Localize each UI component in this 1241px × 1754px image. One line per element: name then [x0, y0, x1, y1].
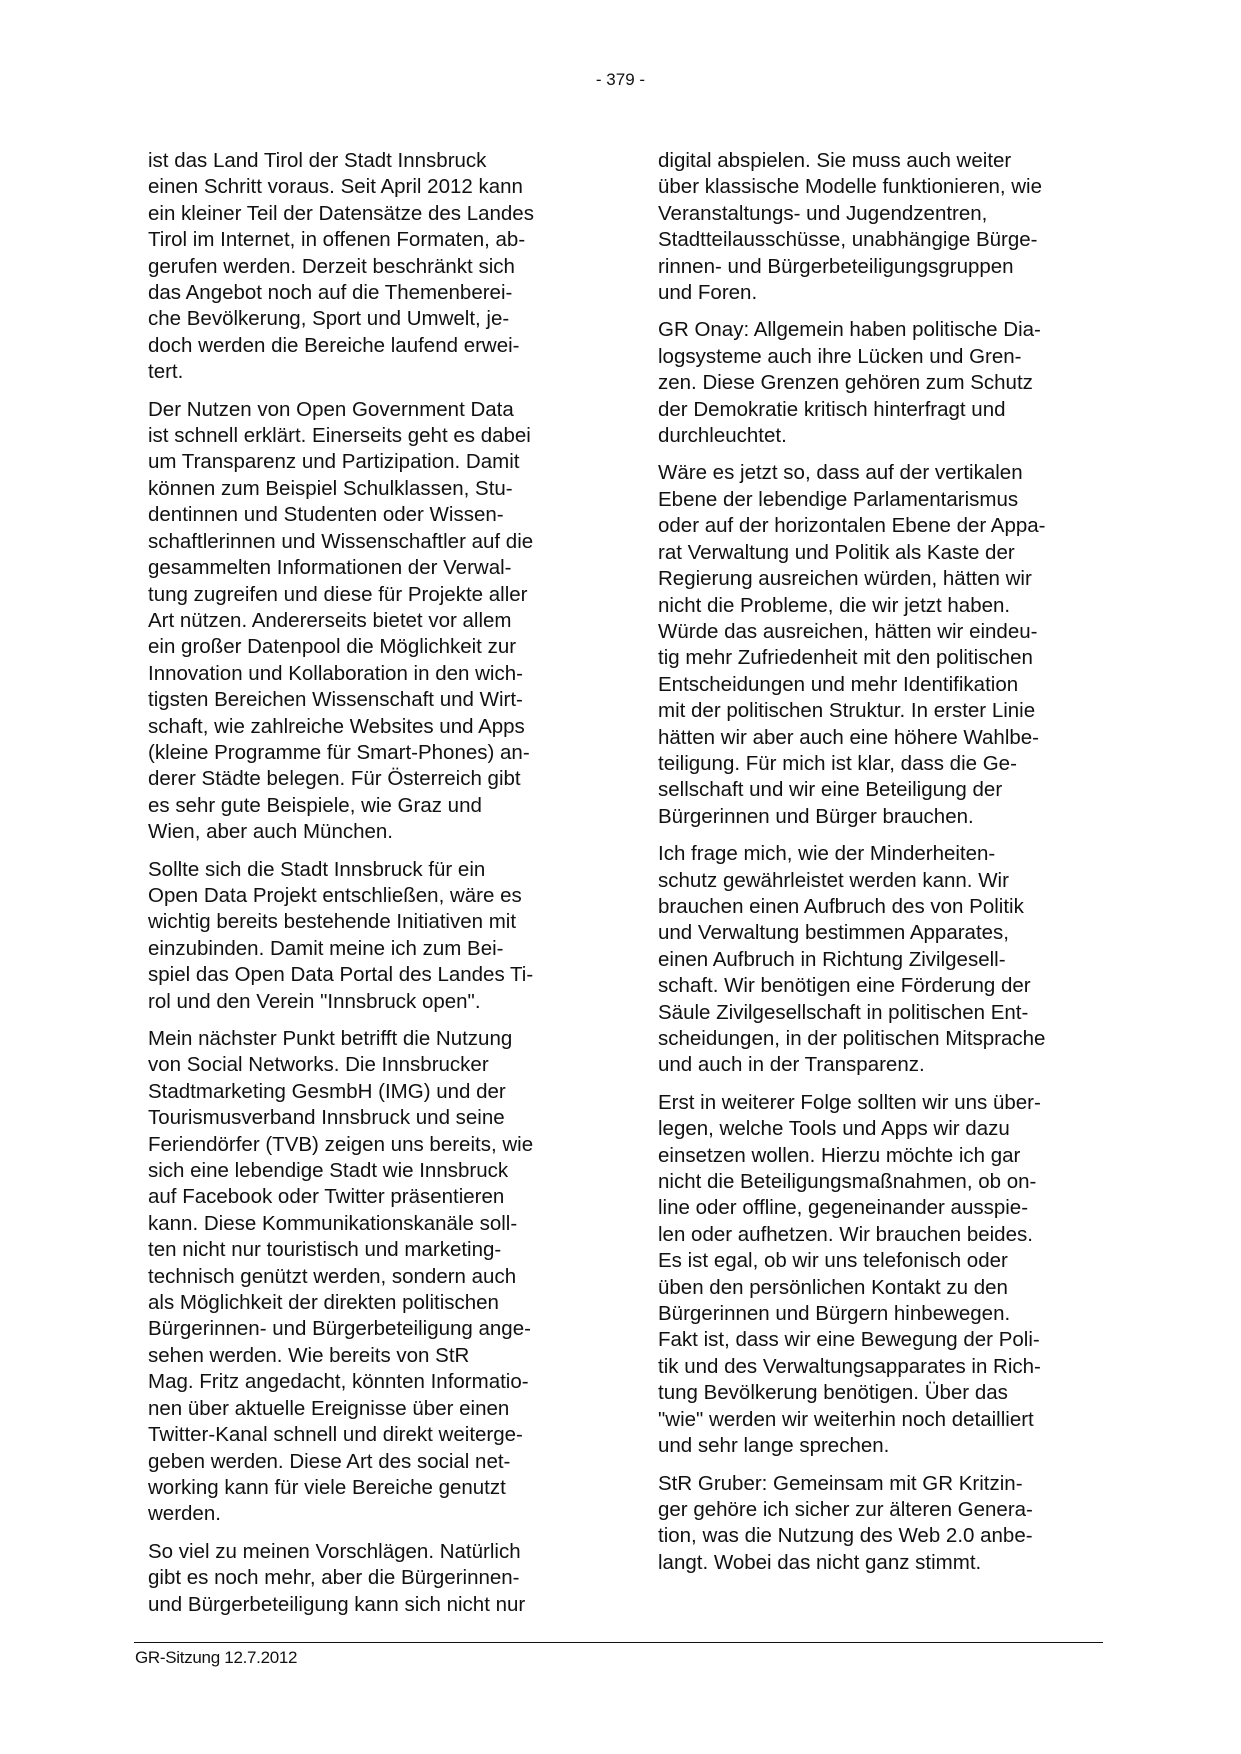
paragraph	[148, 397, 588, 846]
text-line: schaft. Wir benötigen eine Förderung der	[658, 974, 1031, 998]
text-line: Sollte sich die Stadt Innsbruck für ein	[148, 857, 486, 881]
text-line: Tirol im Internet, in offenen Formaten, ab-	[148, 228, 526, 252]
text-line: Bürgerinnen und Bürger brauchen.	[658, 804, 974, 828]
text-line: teiligung. Für mich ist klar, dass die Ge-	[658, 751, 1017, 775]
text-line: Stadtmarketing GesmbH (IMG) und der	[148, 1079, 506, 1103]
text-line: rat Verwaltung und Politik als Kaste der	[658, 540, 1015, 564]
text-line: rol und den Verein "Innsbruck open".	[148, 989, 481, 1013]
text-line: "wie" werden wir weiterhin noch detailliert	[658, 1407, 1034, 1431]
text-line: Twitter-Kanal schnell und direkt weiterge-	[148, 1423, 523, 1447]
text-line: ein großer Datenpool die Möglichkeit zur	[148, 635, 517, 659]
text-line: Entscheidungen und mehr Identifikation	[658, 672, 1019, 696]
text-line: Tourismusverband Innsbruck und seine	[148, 1106, 505, 1130]
right-column	[658, 148, 1098, 1587]
text-line: schutz gewährleistet werden kann. Wir	[658, 868, 1009, 892]
text-line: Stadtteilausschüsse, unabhängige Bürge-	[658, 228, 1038, 252]
text-line: mit der politischen Struktur. In erster Linie	[658, 699, 1036, 723]
paragraph	[658, 148, 1098, 306]
text-line: Ebene der lebendige Parlamentarismus	[658, 487, 1019, 511]
text-line: len oder aufhetzen. Wir brauchen beides.	[658, 1222, 1033, 1246]
text-line: tik und des Verwaltungsapparates in Rich-	[658, 1354, 1041, 1378]
text-line: schaft, wie zahlreiche Websites und Apps	[148, 714, 525, 738]
text-line: und Foren.	[658, 281, 758, 305]
text-line: Innovation und Kollaboration in den wich-	[148, 661, 523, 685]
text-line: und auch in der Transparenz.	[658, 1053, 925, 1077]
text-line: tung zugreifen und diese für Projekte aller	[148, 582, 528, 606]
text-line: üben den persönlichen Kontakt zu den	[658, 1275, 1008, 1299]
text-line: technisch genützt werden, sondern auch	[148, 1264, 517, 1288]
text-line: working kann für viele Bereiche genutzt	[148, 1475, 506, 1499]
text-line: und sehr lange sprechen.	[658, 1434, 890, 1458]
text-line: derer Städte belegen. Für Österreich gibt	[148, 767, 521, 791]
text-line: doch werden die Bereiche laufend erwei-	[148, 333, 520, 357]
text-line: gerufen werden. Derzeit beschränkt sich	[148, 254, 515, 278]
paragraph	[658, 460, 1098, 830]
text-line: spiel das Open Data Portal des Landes Ti-	[148, 963, 534, 987]
text-line: Bürgerinnen und Bürgern hinbewegen.	[658, 1302, 1011, 1326]
text-line: ten nicht nur touristisch und marketing-	[148, 1238, 502, 1262]
text-line: tion, was die Nutzung des Web 2.0 anbe-	[658, 1524, 1033, 1548]
text-line: und Verwaltung bestimmen Apparates,	[658, 921, 1009, 945]
text-line: Wäre es jetzt so, dass auf der vertikalen	[658, 461, 1023, 485]
text-line: Säule Zivilgesellschaft in politischen Ent-	[658, 1000, 1029, 1024]
text-line: gesammelten Informationen der Verwal-	[148, 556, 512, 580]
text-line: Wien, aber auch München.	[148, 820, 393, 844]
text-line: einsetzen wollen. Hierzu möchte ich gar	[658, 1143, 1021, 1167]
text-line: ist schnell erklärt. Einerseits geht es dabei	[148, 424, 531, 448]
text-line: StR Gruber: Gemeinsam mit GR Kritzin-	[658, 1471, 1023, 1495]
text-line: um Transparenz und Partizipation. Damit	[148, 450, 520, 474]
text-line: sehen werden. Wie bereits von StR	[148, 1343, 470, 1367]
text-line: scheidungen, in der politischen Mitsprache	[658, 1027, 1046, 1050]
text-line: Art nützen. Andererseits bietet vor allem	[148, 608, 512, 632]
text-line: nen über aktuelle Ereignisse über einen	[148, 1396, 510, 1420]
paragraph	[658, 1471, 1098, 1577]
text-line: Veranstaltungs- und Jugendzentren,	[658, 201, 988, 225]
text-line: zen. Diese Grenzen gehören zum Schutz	[658, 371, 1033, 395]
text-line: Der Nutzen von Open Government Data	[148, 397, 514, 421]
text-line: digital abspielen. Sie muss auch weiter	[658, 149, 1012, 172]
paragraph	[658, 1090, 1098, 1460]
text-line: logsysteme auch ihre Lücken und Gren-	[658, 344, 1022, 368]
text-line: wichtig bereits bestehende Initiativen mit	[148, 910, 517, 934]
text-line: Mein nächster Punkt betrifft die Nutzung	[148, 1027, 513, 1050]
text-line: Fakt ist, dass wir eine Bewegung der Poli-	[658, 1328, 1040, 1352]
text-line: von Social Networks. Die Innsbrucker	[148, 1053, 489, 1077]
text-line: Bürgerinnen- und Bürgerbeteiligung ange-	[148, 1317, 531, 1341]
text-line: ein kleiner Teil der Datensätze des Landes	[148, 201, 534, 225]
text-line: tung Bevölkerung benötigen. Über das	[658, 1381, 1008, 1405]
text-line: schaftlerinnen und Wissenschaftler auf die	[148, 529, 534, 553]
text-line: ist das Land Tirol der Stadt Innsbruck	[148, 149, 487, 172]
text-line: nicht die Beteiligungsmaßnahmen, ob on-	[658, 1170, 1037, 1194]
footer-session-date: GR-Sitzung 12.7.2012	[135, 1648, 298, 1667]
text-line: auf Facebook oder Twitter präsentieren	[148, 1185, 505, 1209]
text-line: oder auf der horizontalen Ebene der Appa-	[658, 514, 1046, 538]
paragraph	[658, 317, 1098, 449]
paragraph	[148, 857, 588, 1015]
text-line: einen Aufbruch in Richtung Zivilgesell-	[658, 947, 1006, 971]
text-line: sich eine lebendige Stadt wie Innsbruck	[148, 1159, 509, 1183]
text-line: langt. Wobei das nicht ganz stimmt.	[658, 1550, 982, 1574]
text-line: brauchen einen Aufbruch des von Politik	[658, 894, 1024, 918]
text-line: Ich frage mich, wie der Minderheiten-	[658, 842, 996, 866]
text-line: das Angebot noch auf die Themenberei-	[148, 281, 513, 305]
footer-divider	[134, 1642, 1103, 1643]
text-line: line oder offline, gegeneinander ausspie-	[658, 1196, 1029, 1220]
text-line: gibt es noch mehr, aber die Bürgerinnen-	[148, 1566, 520, 1590]
text-line: Erst in weiterer Folge sollten wir uns über-	[658, 1090, 1041, 1114]
text-line: über klassische Modelle funktionieren, wie	[658, 175, 1043, 199]
text-line: dentinnen und Studenten oder Wissen-	[148, 503, 504, 527]
text-line: sellschaft und wir eine Beteiligung der	[658, 778, 1003, 802]
paragraph	[148, 148, 588, 386]
text-line: durchleuchtet.	[658, 424, 787, 448]
paragraph	[148, 1539, 588, 1618]
text-line: nicht die Probleme, die wir jetzt haben.	[658, 593, 1011, 617]
text-line: tig mehr Zufriedenheit mit den politischen	[658, 646, 1033, 670]
text-line: Würde das ausreichen, hätten wir eindeu-	[658, 619, 1038, 643]
text-line: (kleine Programme für Smart-Phones) an-	[148, 740, 530, 764]
text-line: Open Data Projekt entschließen, wäre es	[148, 883, 522, 907]
text-line: So viel zu meinen Vorschlägen. Natürlich	[148, 1539, 521, 1563]
text-line: einen Schritt voraus. Seit April 2012 kann	[148, 175, 523, 199]
text-line: GR Onay: Allgemein haben politische Dia-	[658, 318, 1041, 342]
text-line: werden.	[148, 1502, 221, 1526]
text-line: der Demokratie kritisch hinterfragt und	[658, 397, 1006, 421]
text-line: Mag. Fritz angedacht, könnten Informatio-	[148, 1370, 529, 1394]
text-line: als Möglichkeit der direkten politischen	[148, 1291, 499, 1315]
text-line: Es ist egal, ob wir uns telefonisch oder	[658, 1249, 1008, 1273]
text-line: Regierung ausreichen würden, hätten wir	[658, 567, 1032, 591]
text-line: können zum Beispiel Schulklassen, Stu-	[148, 476, 513, 500]
paragraph	[658, 841, 1098, 1079]
text-line: ger gehöre ich sicher zur älteren Genera-	[658, 1497, 1033, 1521]
paragraph	[148, 1026, 588, 1528]
text-line: geben werden. Diese Art des social net-	[148, 1449, 511, 1473]
text-line: che Bevölkerung, Sport und Umwelt, je-	[148, 307, 510, 331]
text-line: tert.	[148, 360, 184, 384]
text-line: hätten wir aber auch eine höhere Wahlbe-	[658, 725, 1040, 749]
text-line: rinnen- und Bürgerbeteiligungsgruppen	[658, 254, 1014, 278]
left-column	[148, 148, 588, 1629]
text-line: Feriendörfer (TVB) zeigen uns bereits, wie	[148, 1132, 534, 1156]
text-line: tigsten Bereichen Wissenschaft und Wirt-	[148, 688, 523, 712]
text-line: und Bürgerbeteiligung kann sich nicht nur	[148, 1592, 526, 1616]
page-number: - 379 -	[595, 70, 646, 89]
text-line: einzubinden. Damit meine ich zum Bei-	[148, 936, 504, 960]
text-line: kann. Diese Kommunikationskanäle soll-	[148, 1211, 518, 1235]
text-line: legen, welche Tools und Apps wir dazu	[658, 1117, 1010, 1141]
text-line: es sehr gute Beispiele, wie Graz und	[148, 793, 482, 817]
